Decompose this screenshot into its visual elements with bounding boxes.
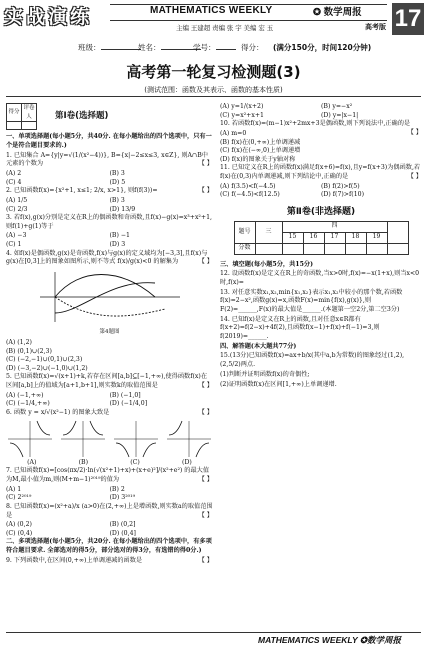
header <box>0 0 427 36</box>
q9-options: (A) y=1/(x+2) (B) y=−x² (C) y=x²+x+1 (D) y=|x−1| <box>220 103 359 119</box>
q14-stem: 14. 已知f(x)是定义在R上的函数,且对任意x∈R都有f(x+2)=f(2−x)+4f(2),且函数f(x−1)+f(x)+f(−1)=3,则f(2019)=______. <box>220 315 380 340</box>
class-field: 班级： <box>78 42 141 53</box>
q15-stem: 15.(13分)已知函数f(x)=ax+b/x(其中a,b为常数)的图象经过(1,2),(2,5/2)两点. <box>220 352 405 368</box>
right-column <box>220 103 422 390</box>
score-note: (满分150分，时间120分钟) <box>273 43 372 52</box>
q4-figure-caption: 第4题图 <box>99 329 120 336</box>
grade-cell-grader: 评卷人 <box>22 104 37 122</box>
q1-stem: 1. 已知集合 A={y|y=√(1/(x²−4))}, B={x|−2≤x≤3, x∈Z}, 则A∩B中元素的个数为 【 】 <box>6 151 213 168</box>
part2-heading: 第Ⅱ卷(非选择题) <box>286 206 356 217</box>
q6-graph-a <box>6 419 54 459</box>
q1-options: (A) 2 (B) 3 (C) 4 (D) 5 <box>6 169 126 186</box>
q5-stem: 5. 已知函数f(x)=√(x+1)+k,若存在区间[a,b]⊆[−1,+∞),使得函数f(x)在区间[a,b]上的值域为[a+1,b+1],则实数k的取值范围是 【 】 <box>6 373 213 389</box>
header-staff: 主编 王建超 责编 张 宇 美编 宏 玉 <box>176 25 274 32</box>
score-field: 得分： <box>241 43 264 52</box>
q3-options: (A) −3 (B) −1 (C) 1 (D) 3 <box>6 232 130 249</box>
section-logo: 实战演练 <box>4 6 93 28</box>
name-field: 姓名： <box>138 42 201 53</box>
q15-part2: (2)证明函数f(x)在区间[1,+∞)上单调递增. <box>220 380 337 388</box>
part1-heading: 第Ⅰ卷(选择题) <box>55 111 109 122</box>
score-table: 题号 三 四 15 16 17 18 19 分数 <box>234 221 409 255</box>
q6-graph-d <box>165 419 213 459</box>
q6-graph-b <box>59 419 107 459</box>
q6-graphs <box>6 419 213 459</box>
id-field: 学号： <box>193 42 236 53</box>
q2-stem: 2. 已知函数f(x)={x²+1, x≤1; 2/x, x>1}, 则f(f(3))= 【 】 <box>6 187 213 195</box>
q4-options: (A) (1,2) (B) (0,1)∪(2,3) (C) (−2,−1)∪(0,1)∪(2,3) (D) (−3,−2)∪(−1,0)∪(1,2) <box>6 339 88 372</box>
q2-options: (A) 1/5 (B) 3 (C) 2/3 (D) 13/9 <box>6 196 136 213</box>
q7-options: (A) 1 (B) 2 (C) 2²⁰¹⁹ (D) 3²⁰¹⁹ <box>6 485 136 502</box>
q6-graph-labels: (A) (B) (C) (D) <box>27 458 192 466</box>
q3-stem: 3. 若f(x),g(x)分别是定义在R上的偶函数和奇函数,且f(x)−g(x)=x³+x²+1,则f(1)+g(1)等于 <box>6 214 213 230</box>
q10-stem: 10. 若函数f(x)=(m−1)x²+2mx+3是偶函数,则下列说法中,正确的是 【 】 <box>220 120 422 136</box>
q4-stem: 4. 如f(x)是偶函数,g(x)是奇函数,f(x)与g(x)的定义域均为[−3,3],且f(x)与g(x)在[0,3]上的图象如图所示,则不等式 f(x)/g(x)<0 的解集为 【 】 <box>6 249 213 266</box>
q4-figure <box>6 269 213 337</box>
q13-stem: 13. 对任意实数x₁,x₂,min{x₁,x₂}表示x₁,x₂中较小的那个数,若函数f(x)=2−x²,函数g(x)=x,函数F(x)=min{f(x),g(x)},则F(2)=______,F(x)的最大值是______.(本题第一空2分,第二空3分) <box>220 288 403 313</box>
q9-stem: 9. 下列函数中,在区间(0,+∞)上单调递减的函数是 【 】 <box>6 556 213 564</box>
sec1-heading: 一、单项选择题(每小题5分，共40分. 在每小题给出的四个选项中，只有一个是符合题目要求的.) <box>6 133 212 149</box>
q10-options: (A) m=0 (B) f(x)在(0,+∞)上单调递减 (C) f(x)在(−∞,0)上单调递增 (D) f(x)的图象关于y轴对称 <box>220 129 301 163</box>
q11-stem: 11. 已知定义在R上的函数f(x)满足f(x+6)=f(x),且y=f(x+3)为偶函数,若f(x)在(0,3)内单调递减,则下列结论中,正确的是 【 】 <box>220 164 422 180</box>
q6-stem: 6. 函数 y = x/√(x²−1) 的图象大致是 【 】 <box>6 408 213 416</box>
q12-stem: 12. 设函数f(x)是定义在R上的奇函数,当x>0时,f(x)=−x(1+x),则当x<0时,f(x)= <box>220 270 420 286</box>
footer-divider <box>6 632 421 633</box>
grade-cell-score: 得分 <box>7 104 22 122</box>
q6-graph-c <box>112 419 160 459</box>
q15-part1: (1)判断并证明函数f(x)的奇偶性; <box>220 370 310 378</box>
q11-options: (A) f(3.5)<f(−4.5) (B) f(2)>f(5) (C) f(−4.5)<f(12.5) (D) f(7)>f(10) <box>220 182 364 199</box>
header-brand: ✪ 数学周报 <box>313 7 362 18</box>
q8-options: (A) (0,2) (B) (0,2] (C) (0,4) (D) (0,4] <box>6 521 136 537</box>
sec2-heading: 二、多项选择题(每小题5分，共20分. 在每小题给出的四个选项中，有多项符合题目要求. 全部选对的得5分，部分选对的得3分，有选错的得0分.) <box>6 538 212 555</box>
q5-options: (A) (−1,+∞) (B) (−1,0] (C) (−1/4,+∞) (D) (−1/4,0] <box>6 391 148 408</box>
sec4-heading: 四、解答题(本大题共77分) <box>220 342 297 350</box>
left-column <box>6 103 213 567</box>
q4-graph <box>35 269 185 325</box>
test-scope: (测试范围：函数及其表示、函数的基本性质) <box>144 86 283 94</box>
header-title: MATHEMATICS WEEKLY <box>150 5 273 16</box>
header-edition: 高考版 <box>365 24 386 31</box>
sec3-heading: 三、填空题(每小题5分，共15分) <box>220 260 314 268</box>
footer-brand: MATHEMATICS WEEKLY ✪数学周报 <box>258 635 401 645</box>
divider <box>6 96 421 97</box>
page-number: 17 <box>392 3 424 35</box>
grader-table <box>6 103 37 130</box>
q8-stem: 8. 已知函数f(x)=(x²+a)/x (a>0)在(2,+∞)上是增函数,则实数a的取值范围是 【 】 <box>6 502 213 519</box>
page-title: 高考第一轮复习检测题(3) <box>126 63 301 81</box>
q7-stem: 7. 已知函数f(x)=[cos(πx/2)·ln(√(x²+1)+x)+(x+e)²]/(x²+e²) 的最大值为M,最小值为m,则(M+m−1)²⁰¹⁹的值为 【 】 <box>6 467 213 483</box>
